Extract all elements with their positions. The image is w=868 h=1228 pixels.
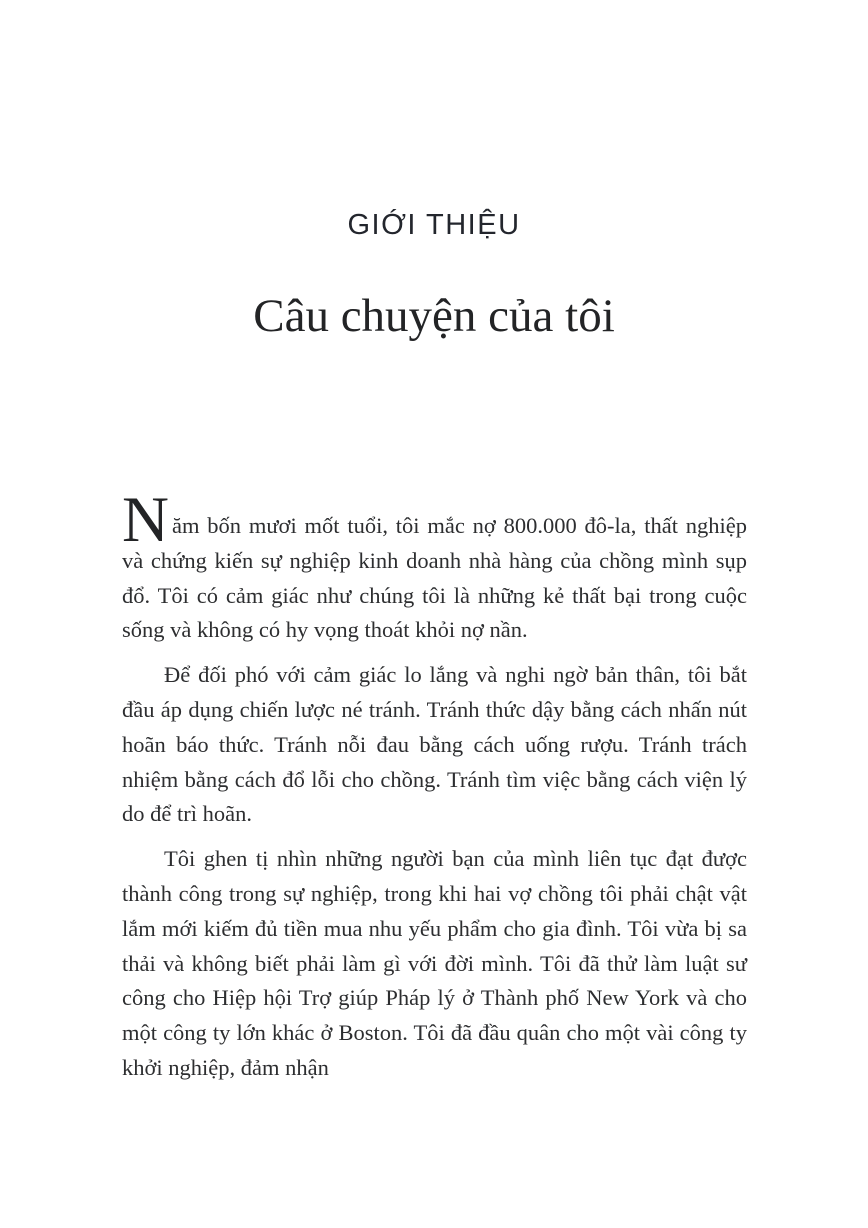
paragraph-text: ăm bốn mươi mốt tuổi, tôi mắc nợ 800.000 đô-la, thất nghiệp và chứng kiến sự nghiệp kinh doanh nhà hàng của chồng mình sụp đổ. Tôi có cảm giác như chúng tôi là những kẻ thất bại trong cuộc sống và không có hy vọng thoát khỏi nợ nần. (122, 513, 747, 643)
paragraph (122, 484, 747, 648)
paragraph: Tôi ghen tị nhìn những người bạn của mình liên tục đạt được thành công trong sự nghiệp, trong khi hai vợ chồng tôi phải chật vật lắm mới kiếm đủ tiền mua nhu yếu phẩm cho gia đình. Tôi vừa bị sa thải và không biết phải làm gì với đời mình. Tôi đã thử làm luật sư công cho Hiệp hội Trợ giúp Pháp lý ở Thành phố New York và cho một công ty lớn khác ở Boston. Tôi đã đầu quân cho một vài công ty khởi nghiệp, đảm nhận (122, 846, 747, 1080)
chapter-body (122, 484, 747, 1086)
chapter-kicker: GIỚI THIỆU (347, 209, 521, 241)
paragraph: Để đối phó với cảm giác lo lắng và nghi ngờ bản thân, tôi bắt đầu áp dụng chiến lược né tránh. Tránh thức dậy bằng cách nhấn nút hoãn báo thức. Tránh nỗi đau bằng cách uống rượu. Tránh trách nhiệm bằng cách đổ lỗi cho chồng. Tránh tìm việc bằng cách viện lý do để trì hoãn. (122, 662, 747, 827)
drop-cap-initial: N (122, 484, 169, 556)
chapter-title: Câu chuyện của tôi (253, 290, 615, 342)
